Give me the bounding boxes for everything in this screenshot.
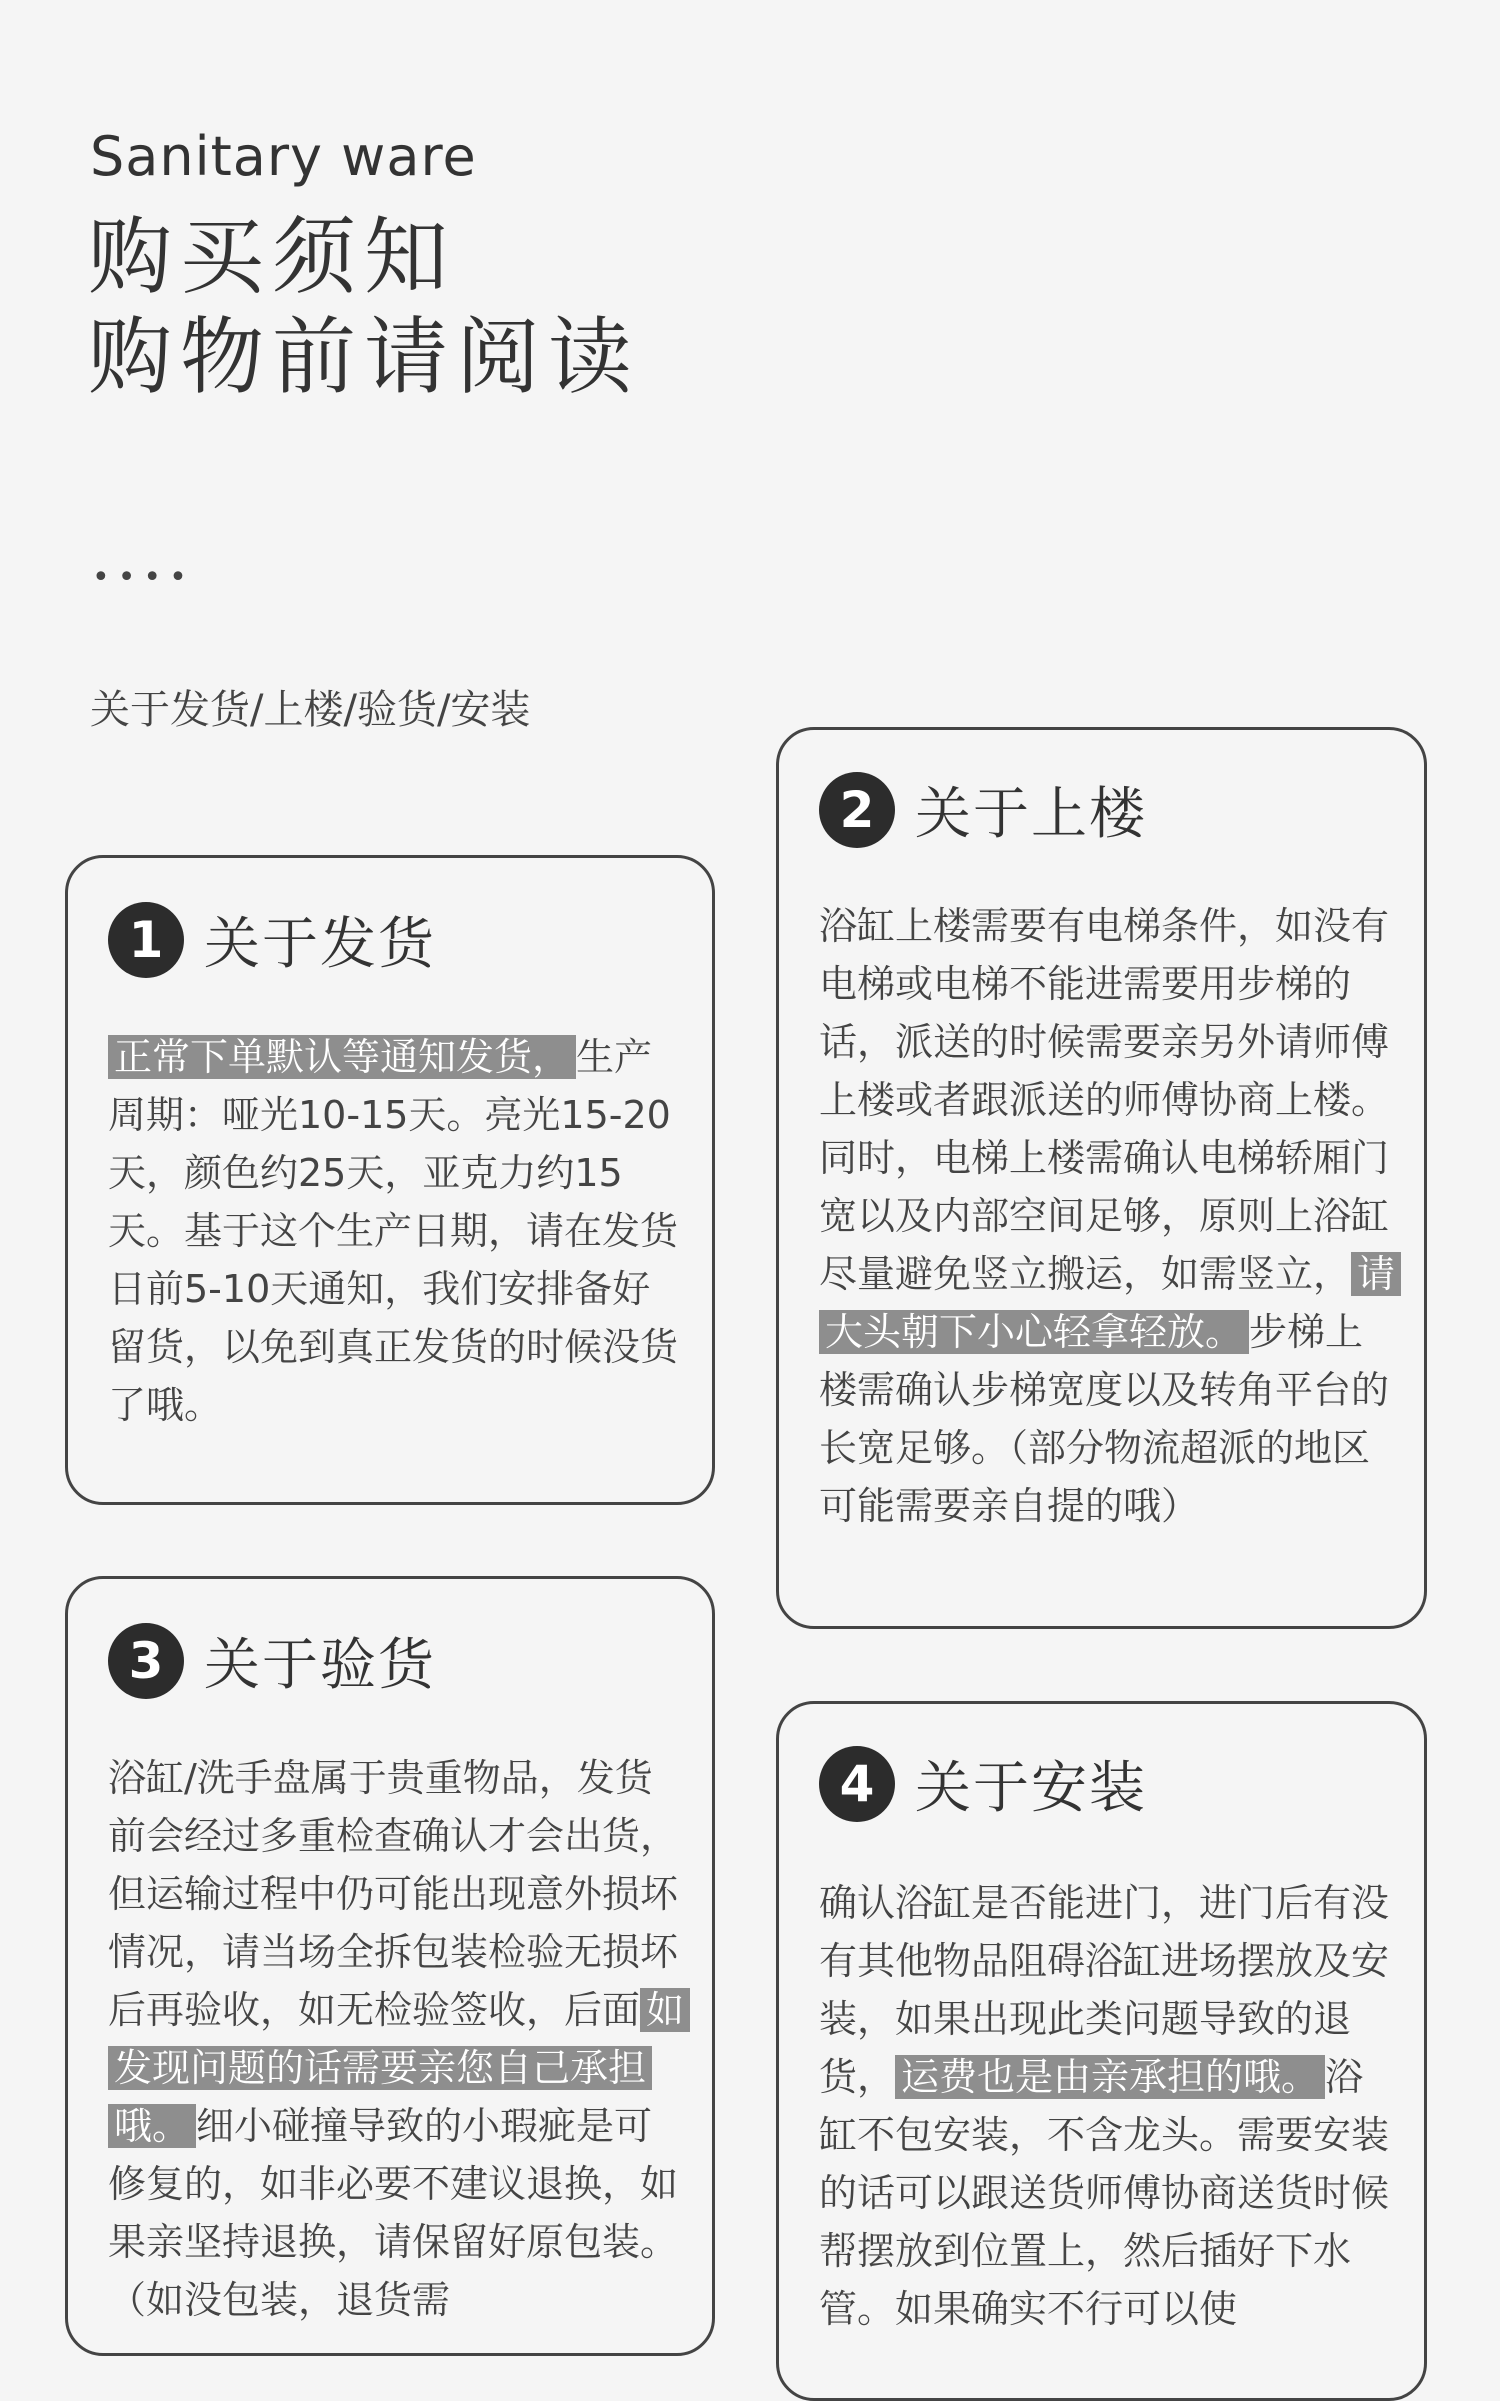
number-badge: 1 bbox=[108, 902, 184, 978]
section-subtitle: 关于发货/上楼/验货/安装 bbox=[90, 687, 531, 733]
body-text: 浴缸/洗手盘属于贵重物品，发货前会经过多重检查确认才会出货，但运输过程中仍可能出现意外损坏情况，请当场全拆包装检验无损坏后再验收，如无检验签收，后面 bbox=[108, 1756, 679, 2032]
highlight-text: 正常下单默认等通知发货， bbox=[108, 1035, 576, 1079]
card-title: 关于发货 bbox=[204, 912, 436, 977]
highlight-text: 请大头朝下小心轻拿轻放。 bbox=[819, 1252, 1401, 1354]
card-body bbox=[108, 1749, 686, 2329]
card-title: 关于安装 bbox=[915, 1756, 1147, 1821]
highlight-text: 如发现问题的话需要亲您自己承担哦。 bbox=[108, 1988, 690, 2148]
card-title: 关于验货 bbox=[204, 1633, 436, 1698]
card-body bbox=[819, 1874, 1398, 2338]
body-text: 生产周期：哑光10-15天。亮光15-20天，颜色约25天，亚克力约15天。基于这个生产日期，请在发货日前5-10天通知，我们安排备好留货，以免到真正发货的时候没货了哦。 bbox=[108, 1035, 679, 1427]
brand-title: Sanitary ware bbox=[90, 125, 477, 188]
page-title: 购买须知 bbox=[88, 208, 457, 306]
number-badge: 3 bbox=[108, 1623, 184, 1699]
card-header bbox=[108, 1621, 436, 1701]
card-body bbox=[819, 897, 1398, 1535]
body-text: 浴缸上楼需要有电梯条件，如没有电梯或电梯不能进需要用步梯的话，派送的时候需要亲另外请师傅上楼或者跟派送的师傅协商上楼。同时，电梯上楼需确认电梯轿厢门宽以及内部空间足够，原则上浴缸尽量避免竖立搬运，如需竖立， bbox=[819, 904, 1390, 1296]
card-body bbox=[108, 1028, 686, 1434]
body-text: 浴缸不包安装，不含龙头。需要安装的话可以跟送货师傅协商送货时候帮摆放到位置上，然后插好下水管。如果确实不行可以使 bbox=[819, 2055, 1390, 2331]
body-text: 步梯上楼需确认步梯宽度以及转角平台的长宽足够。（部分物流超派的地区可能需要亲自提的哦） bbox=[819, 1310, 1390, 1528]
body-text: 细小碰撞导致的小瑕疵是可修复的，如非必要不建议退换，如果亲坚持退换，请保留好原包装。（如没包装，退货需 bbox=[108, 2104, 679, 2322]
card-upstairs bbox=[776, 727, 1427, 1629]
card-shipping bbox=[65, 855, 715, 1505]
number-badge: 2 bbox=[819, 772, 895, 848]
body-text: 确认浴缸是否能进门，进门后有没有其他物品阻碍浴缸进场摆放及安装，如果出现此类问题导致的退货， bbox=[819, 1881, 1390, 2099]
card-header bbox=[108, 900, 436, 980]
card-header bbox=[819, 770, 1147, 850]
number-badge: 4 bbox=[819, 1746, 895, 1822]
card-installation bbox=[776, 1701, 1427, 2401]
highlight-text: 运费也是由亲承担的哦。 bbox=[895, 2055, 1325, 2099]
card-header bbox=[819, 1744, 1147, 1824]
card-inspection bbox=[65, 1576, 715, 2356]
page-subtitle-title: 购物前请阅读 bbox=[88, 308, 641, 406]
decorative-dots: •••• bbox=[92, 560, 195, 595]
card-title: 关于上楼 bbox=[915, 782, 1147, 847]
